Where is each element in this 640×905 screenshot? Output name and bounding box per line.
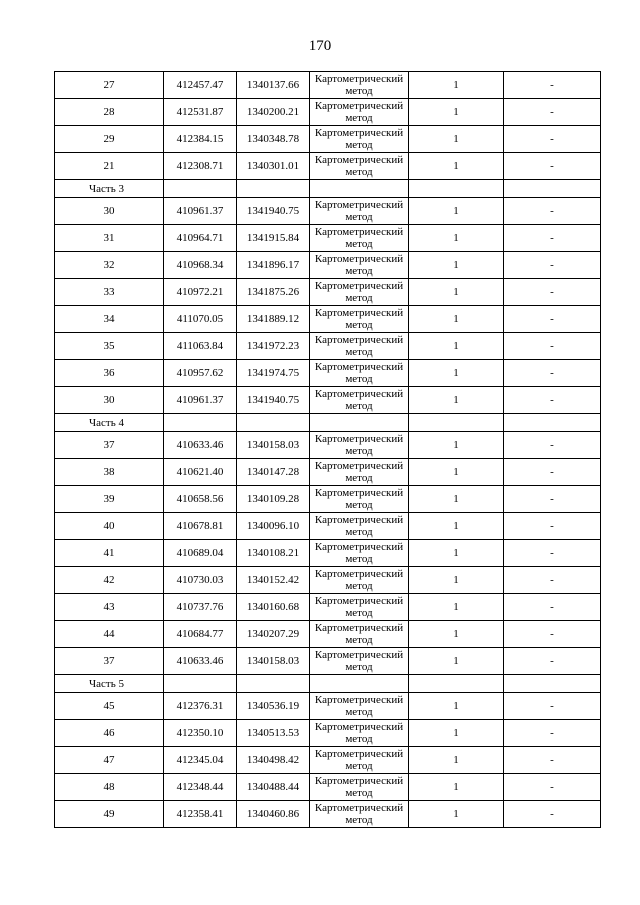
- table-row: [55, 306, 601, 333]
- method-cell: [310, 360, 409, 387]
- point-number-cell: 43: [55, 594, 164, 621]
- method-cell: [310, 459, 409, 486]
- table-row: [55, 126, 601, 153]
- method-cell: [310, 153, 409, 180]
- x-coordinate-cell: 410957.62: [164, 360, 237, 387]
- x-coordinate-cell: 412531.87: [164, 99, 237, 126]
- table-row: [55, 387, 601, 414]
- x-coordinate-cell: 410964.71: [164, 225, 237, 252]
- empty-cell: [237, 414, 310, 432]
- method-line-2: метод: [345, 580, 373, 592]
- x-coordinate-cell: 410689.04: [164, 540, 237, 567]
- method-cell: [310, 747, 409, 774]
- section-row: [55, 675, 601, 693]
- method-line-2: метод: [345, 292, 373, 304]
- section-label: Часть 3: [55, 180, 164, 198]
- y-coordinate-cell: 1341940.75: [237, 387, 310, 414]
- table-row: [55, 747, 601, 774]
- coordinates-table-body: [55, 72, 601, 828]
- method-line-1: Картометрический: [314, 694, 404, 706]
- table-row: [55, 225, 601, 252]
- y-coordinate-cell: 1340207.29: [237, 621, 310, 648]
- method-line-2: метод: [345, 526, 373, 538]
- method-line-2: метод: [345, 211, 373, 223]
- table-row: [55, 693, 601, 720]
- accuracy-cell: 1: [409, 126, 504, 153]
- note-cell: -: [504, 693, 601, 720]
- note-cell: -: [504, 333, 601, 360]
- accuracy-cell: 1: [409, 333, 504, 360]
- point-number-cell: 30: [55, 387, 164, 414]
- point-number-cell: 38: [55, 459, 164, 486]
- point-number-cell: 31: [55, 225, 164, 252]
- table-row: [55, 72, 601, 99]
- table-row: [55, 99, 601, 126]
- method-line-2: метод: [345, 445, 373, 457]
- note-cell: -: [504, 747, 601, 774]
- method-line-2: метод: [345, 814, 373, 826]
- method-line-1: Картометрический: [314, 199, 404, 211]
- method-cell: [310, 648, 409, 675]
- point-number-cell: 34: [55, 306, 164, 333]
- method-line-2: метод: [345, 346, 373, 358]
- method-cell: [310, 279, 409, 306]
- note-cell: -: [504, 432, 601, 459]
- empty-cell: [164, 180, 237, 198]
- accuracy-cell: 1: [409, 621, 504, 648]
- note-cell: -: [504, 225, 601, 252]
- method-line-2: метод: [345, 265, 373, 277]
- accuracy-cell: 1: [409, 594, 504, 621]
- point-number-cell: 37: [55, 648, 164, 675]
- accuracy-cell: 1: [409, 693, 504, 720]
- method-cell: [310, 432, 409, 459]
- note-cell: -: [504, 801, 601, 828]
- y-coordinate-cell: 1340513.53: [237, 720, 310, 747]
- note-cell: -: [504, 252, 601, 279]
- method-cell: [310, 252, 409, 279]
- point-number-cell: 35: [55, 333, 164, 360]
- empty-cell: [409, 414, 504, 432]
- method-line-2: метод: [345, 238, 373, 250]
- section-row: [55, 414, 601, 432]
- method-line-2: метод: [345, 553, 373, 565]
- table-row: [55, 540, 601, 567]
- x-coordinate-cell: 410730.03: [164, 567, 237, 594]
- accuracy-cell: 1: [409, 198, 504, 225]
- method-cell: [310, 801, 409, 828]
- method-cell: [310, 486, 409, 513]
- accuracy-cell: 1: [409, 252, 504, 279]
- method-cell: [310, 72, 409, 99]
- empty-cell: [310, 180, 409, 198]
- x-coordinate-cell: 410658.56: [164, 486, 237, 513]
- accuracy-cell: 1: [409, 360, 504, 387]
- point-number-cell: 41: [55, 540, 164, 567]
- accuracy-cell: 1: [409, 306, 504, 333]
- x-coordinate-cell: 410968.34: [164, 252, 237, 279]
- y-coordinate-cell: 1340488.44: [237, 774, 310, 801]
- method-line-1: Картометрический: [314, 127, 404, 139]
- y-coordinate-cell: 1341875.26: [237, 279, 310, 306]
- method-line-2: метод: [345, 373, 373, 385]
- method-line-2: метод: [345, 166, 373, 178]
- x-coordinate-cell: 410633.46: [164, 432, 237, 459]
- page-number: 170: [308, 38, 332, 54]
- y-coordinate-cell: 1340498.42: [237, 747, 310, 774]
- y-coordinate-cell: 1341889.12: [237, 306, 310, 333]
- empty-cell: [409, 675, 504, 693]
- point-number-cell: 28: [55, 99, 164, 126]
- section-label: Часть 4: [55, 414, 164, 432]
- table-row: [55, 774, 601, 801]
- accuracy-cell: 1: [409, 153, 504, 180]
- x-coordinate-cell: 410621.40: [164, 459, 237, 486]
- method-line-2: метод: [345, 139, 373, 151]
- method-line-1: Картометрический: [314, 487, 404, 499]
- method-line-1: Картометрический: [314, 622, 404, 634]
- accuracy-cell: 1: [409, 225, 504, 252]
- note-cell: -: [504, 387, 601, 414]
- y-coordinate-cell: 1340200.21: [237, 99, 310, 126]
- x-coordinate-cell: 410737.76: [164, 594, 237, 621]
- y-coordinate-cell: 1341972.23: [237, 333, 310, 360]
- point-number-cell: 47: [55, 747, 164, 774]
- table-row: [55, 360, 601, 387]
- accuracy-cell: 1: [409, 486, 504, 513]
- note-cell: -: [504, 513, 601, 540]
- y-coordinate-cell: 1341896.17: [237, 252, 310, 279]
- method-cell: [310, 387, 409, 414]
- accuracy-cell: 1: [409, 99, 504, 126]
- method-line-1: Картометрический: [314, 226, 404, 238]
- accuracy-cell: 1: [409, 432, 504, 459]
- point-number-cell: 29: [55, 126, 164, 153]
- note-cell: -: [504, 540, 601, 567]
- note-cell: -: [504, 720, 601, 747]
- note-cell: -: [504, 279, 601, 306]
- method-line-1: Картометрический: [314, 280, 404, 292]
- x-coordinate-cell: 410678.81: [164, 513, 237, 540]
- accuracy-cell: 1: [409, 567, 504, 594]
- x-coordinate-cell: 412350.10: [164, 720, 237, 747]
- method-line-1: Картометрический: [314, 73, 404, 85]
- table-row: [55, 621, 601, 648]
- point-number-cell: 44: [55, 621, 164, 648]
- point-number-cell: 37: [55, 432, 164, 459]
- method-line-2: метод: [345, 706, 373, 718]
- method-cell: [310, 513, 409, 540]
- method-line-2: метод: [345, 400, 373, 412]
- method-line-2: метод: [345, 319, 373, 331]
- note-cell: -: [504, 774, 601, 801]
- point-number-cell: 45: [55, 693, 164, 720]
- method-line-1: Картометрический: [314, 307, 404, 319]
- method-line-1: Картометрический: [314, 748, 404, 760]
- y-coordinate-cell: 1341940.75: [237, 198, 310, 225]
- method-line-1: Картометрический: [314, 595, 404, 607]
- table-row: [55, 720, 601, 747]
- y-coordinate-cell: 1340158.03: [237, 432, 310, 459]
- x-coordinate-cell: 412308.71: [164, 153, 237, 180]
- point-number-cell: 27: [55, 72, 164, 99]
- x-coordinate-cell: 412376.31: [164, 693, 237, 720]
- table-row: [55, 567, 601, 594]
- table-row: [55, 486, 601, 513]
- x-coordinate-cell: 411070.05: [164, 306, 237, 333]
- note-cell: -: [504, 306, 601, 333]
- method-line-1: Картометрический: [314, 568, 404, 580]
- accuracy-cell: 1: [409, 747, 504, 774]
- method-line-1: Картометрический: [314, 154, 404, 166]
- table-row: [55, 648, 601, 675]
- note-cell: -: [504, 486, 601, 513]
- method-line-1: Картометрический: [314, 721, 404, 733]
- method-line-2: метод: [345, 499, 373, 511]
- x-coordinate-cell: 412345.04: [164, 747, 237, 774]
- accuracy-cell: 1: [409, 279, 504, 306]
- note-cell: -: [504, 567, 601, 594]
- method-line-2: метод: [345, 607, 373, 619]
- method-line-1: Картометрический: [314, 802, 404, 814]
- x-coordinate-cell: 410633.46: [164, 648, 237, 675]
- empty-cell: [504, 414, 601, 432]
- accuracy-cell: 1: [409, 774, 504, 801]
- y-coordinate-cell: 1340137.66: [237, 72, 310, 99]
- method-line-1: Картометрический: [314, 100, 404, 112]
- table-row: [55, 432, 601, 459]
- accuracy-cell: 1: [409, 459, 504, 486]
- table-row: [55, 513, 601, 540]
- method-line-1: Картометрический: [314, 433, 404, 445]
- point-number-cell: 32: [55, 252, 164, 279]
- y-coordinate-cell: 1340536.19: [237, 693, 310, 720]
- point-number-cell: 49: [55, 801, 164, 828]
- point-number-cell: 40: [55, 513, 164, 540]
- method-line-1: Картометрический: [314, 649, 404, 661]
- x-coordinate-cell: 412348.44: [164, 774, 237, 801]
- method-cell: [310, 720, 409, 747]
- x-coordinate-cell: 410961.37: [164, 387, 237, 414]
- method-cell: [310, 567, 409, 594]
- method-line-2: метод: [345, 85, 373, 97]
- method-cell: [310, 99, 409, 126]
- section-label: Часть 5: [55, 675, 164, 693]
- note-cell: -: [504, 198, 601, 225]
- note-cell: -: [504, 621, 601, 648]
- note-cell: -: [504, 648, 601, 675]
- y-coordinate-cell: 1340152.42: [237, 567, 310, 594]
- empty-cell: [310, 414, 409, 432]
- point-number-cell: 33: [55, 279, 164, 306]
- method-cell: [310, 774, 409, 801]
- x-coordinate-cell: 410972.21: [164, 279, 237, 306]
- note-cell: -: [504, 360, 601, 387]
- point-number-cell: 42: [55, 567, 164, 594]
- method-line-1: Картометрический: [314, 361, 404, 373]
- x-coordinate-cell: 412457.47: [164, 72, 237, 99]
- y-coordinate-cell: 1340301.01: [237, 153, 310, 180]
- method-cell: [310, 126, 409, 153]
- method-line-1: Картометрический: [314, 514, 404, 526]
- table-row: [55, 252, 601, 279]
- method-line-2: метод: [345, 472, 373, 484]
- point-number-cell: 21: [55, 153, 164, 180]
- accuracy-cell: 1: [409, 540, 504, 567]
- y-coordinate-cell: 1341915.84: [237, 225, 310, 252]
- method-line-1: Картометрический: [314, 388, 404, 400]
- method-cell: [310, 198, 409, 225]
- point-number-cell: 48: [55, 774, 164, 801]
- note-cell: -: [504, 72, 601, 99]
- point-number-cell: 39: [55, 486, 164, 513]
- accuracy-cell: 1: [409, 648, 504, 675]
- empty-cell: [409, 180, 504, 198]
- note-cell: -: [504, 153, 601, 180]
- empty-cell: [504, 675, 601, 693]
- method-line-2: метод: [345, 634, 373, 646]
- x-coordinate-cell: 410684.77: [164, 621, 237, 648]
- empty-cell: [310, 675, 409, 693]
- method-cell: [310, 594, 409, 621]
- method-line-2: метод: [345, 112, 373, 124]
- accuracy-cell: 1: [409, 720, 504, 747]
- table-row: [55, 333, 601, 360]
- method-cell: [310, 621, 409, 648]
- y-coordinate-cell: 1340108.21: [237, 540, 310, 567]
- note-cell: -: [504, 594, 601, 621]
- note-cell: -: [504, 99, 601, 126]
- y-coordinate-cell: 1340348.78: [237, 126, 310, 153]
- method-cell: [310, 333, 409, 360]
- method-line-1: Картометрический: [314, 253, 404, 265]
- x-coordinate-cell: 412384.15: [164, 126, 237, 153]
- empty-cell: [237, 180, 310, 198]
- point-number-cell: 30: [55, 198, 164, 225]
- point-number-cell: 36: [55, 360, 164, 387]
- table-row: [55, 801, 601, 828]
- accuracy-cell: 1: [409, 72, 504, 99]
- point-number-cell: 46: [55, 720, 164, 747]
- method-line-2: метод: [345, 733, 373, 745]
- x-coordinate-cell: 412358.41: [164, 801, 237, 828]
- y-coordinate-cell: 1340160.68: [237, 594, 310, 621]
- accuracy-cell: 1: [409, 513, 504, 540]
- method-line-1: Картометрический: [314, 541, 404, 553]
- empty-cell: [164, 675, 237, 693]
- method-cell: [310, 540, 409, 567]
- method-line-1: Картометрический: [314, 334, 404, 346]
- x-coordinate-cell: 411063.84: [164, 333, 237, 360]
- method-line-2: метод: [345, 661, 373, 673]
- empty-cell: [164, 414, 237, 432]
- method-line-1: Картометрический: [314, 460, 404, 472]
- table-row: [55, 279, 601, 306]
- y-coordinate-cell: 1340109.28: [237, 486, 310, 513]
- note-cell: -: [504, 459, 601, 486]
- y-coordinate-cell: 1340158.03: [237, 648, 310, 675]
- x-coordinate-cell: 410961.37: [164, 198, 237, 225]
- table-row: [55, 459, 601, 486]
- empty-cell: [237, 675, 310, 693]
- accuracy-cell: 1: [409, 387, 504, 414]
- table-row: [55, 594, 601, 621]
- note-cell: -: [504, 126, 601, 153]
- y-coordinate-cell: 1340460.86: [237, 801, 310, 828]
- method-cell: [310, 306, 409, 333]
- method-line-2: метод: [345, 760, 373, 772]
- y-coordinate-cell: 1340147.28: [237, 459, 310, 486]
- y-coordinate-cell: 1340096.10: [237, 513, 310, 540]
- y-coordinate-cell: 1341974.75: [237, 360, 310, 387]
- method-cell: [310, 693, 409, 720]
- method-line-1: Картометрический: [314, 775, 404, 787]
- accuracy-cell: 1: [409, 801, 504, 828]
- method-cell: [310, 225, 409, 252]
- coordinates-table: [54, 71, 601, 828]
- table-row: [55, 153, 601, 180]
- empty-cell: [504, 180, 601, 198]
- table-row: [55, 198, 601, 225]
- section-row: [55, 180, 601, 198]
- method-line-2: метод: [345, 787, 373, 799]
